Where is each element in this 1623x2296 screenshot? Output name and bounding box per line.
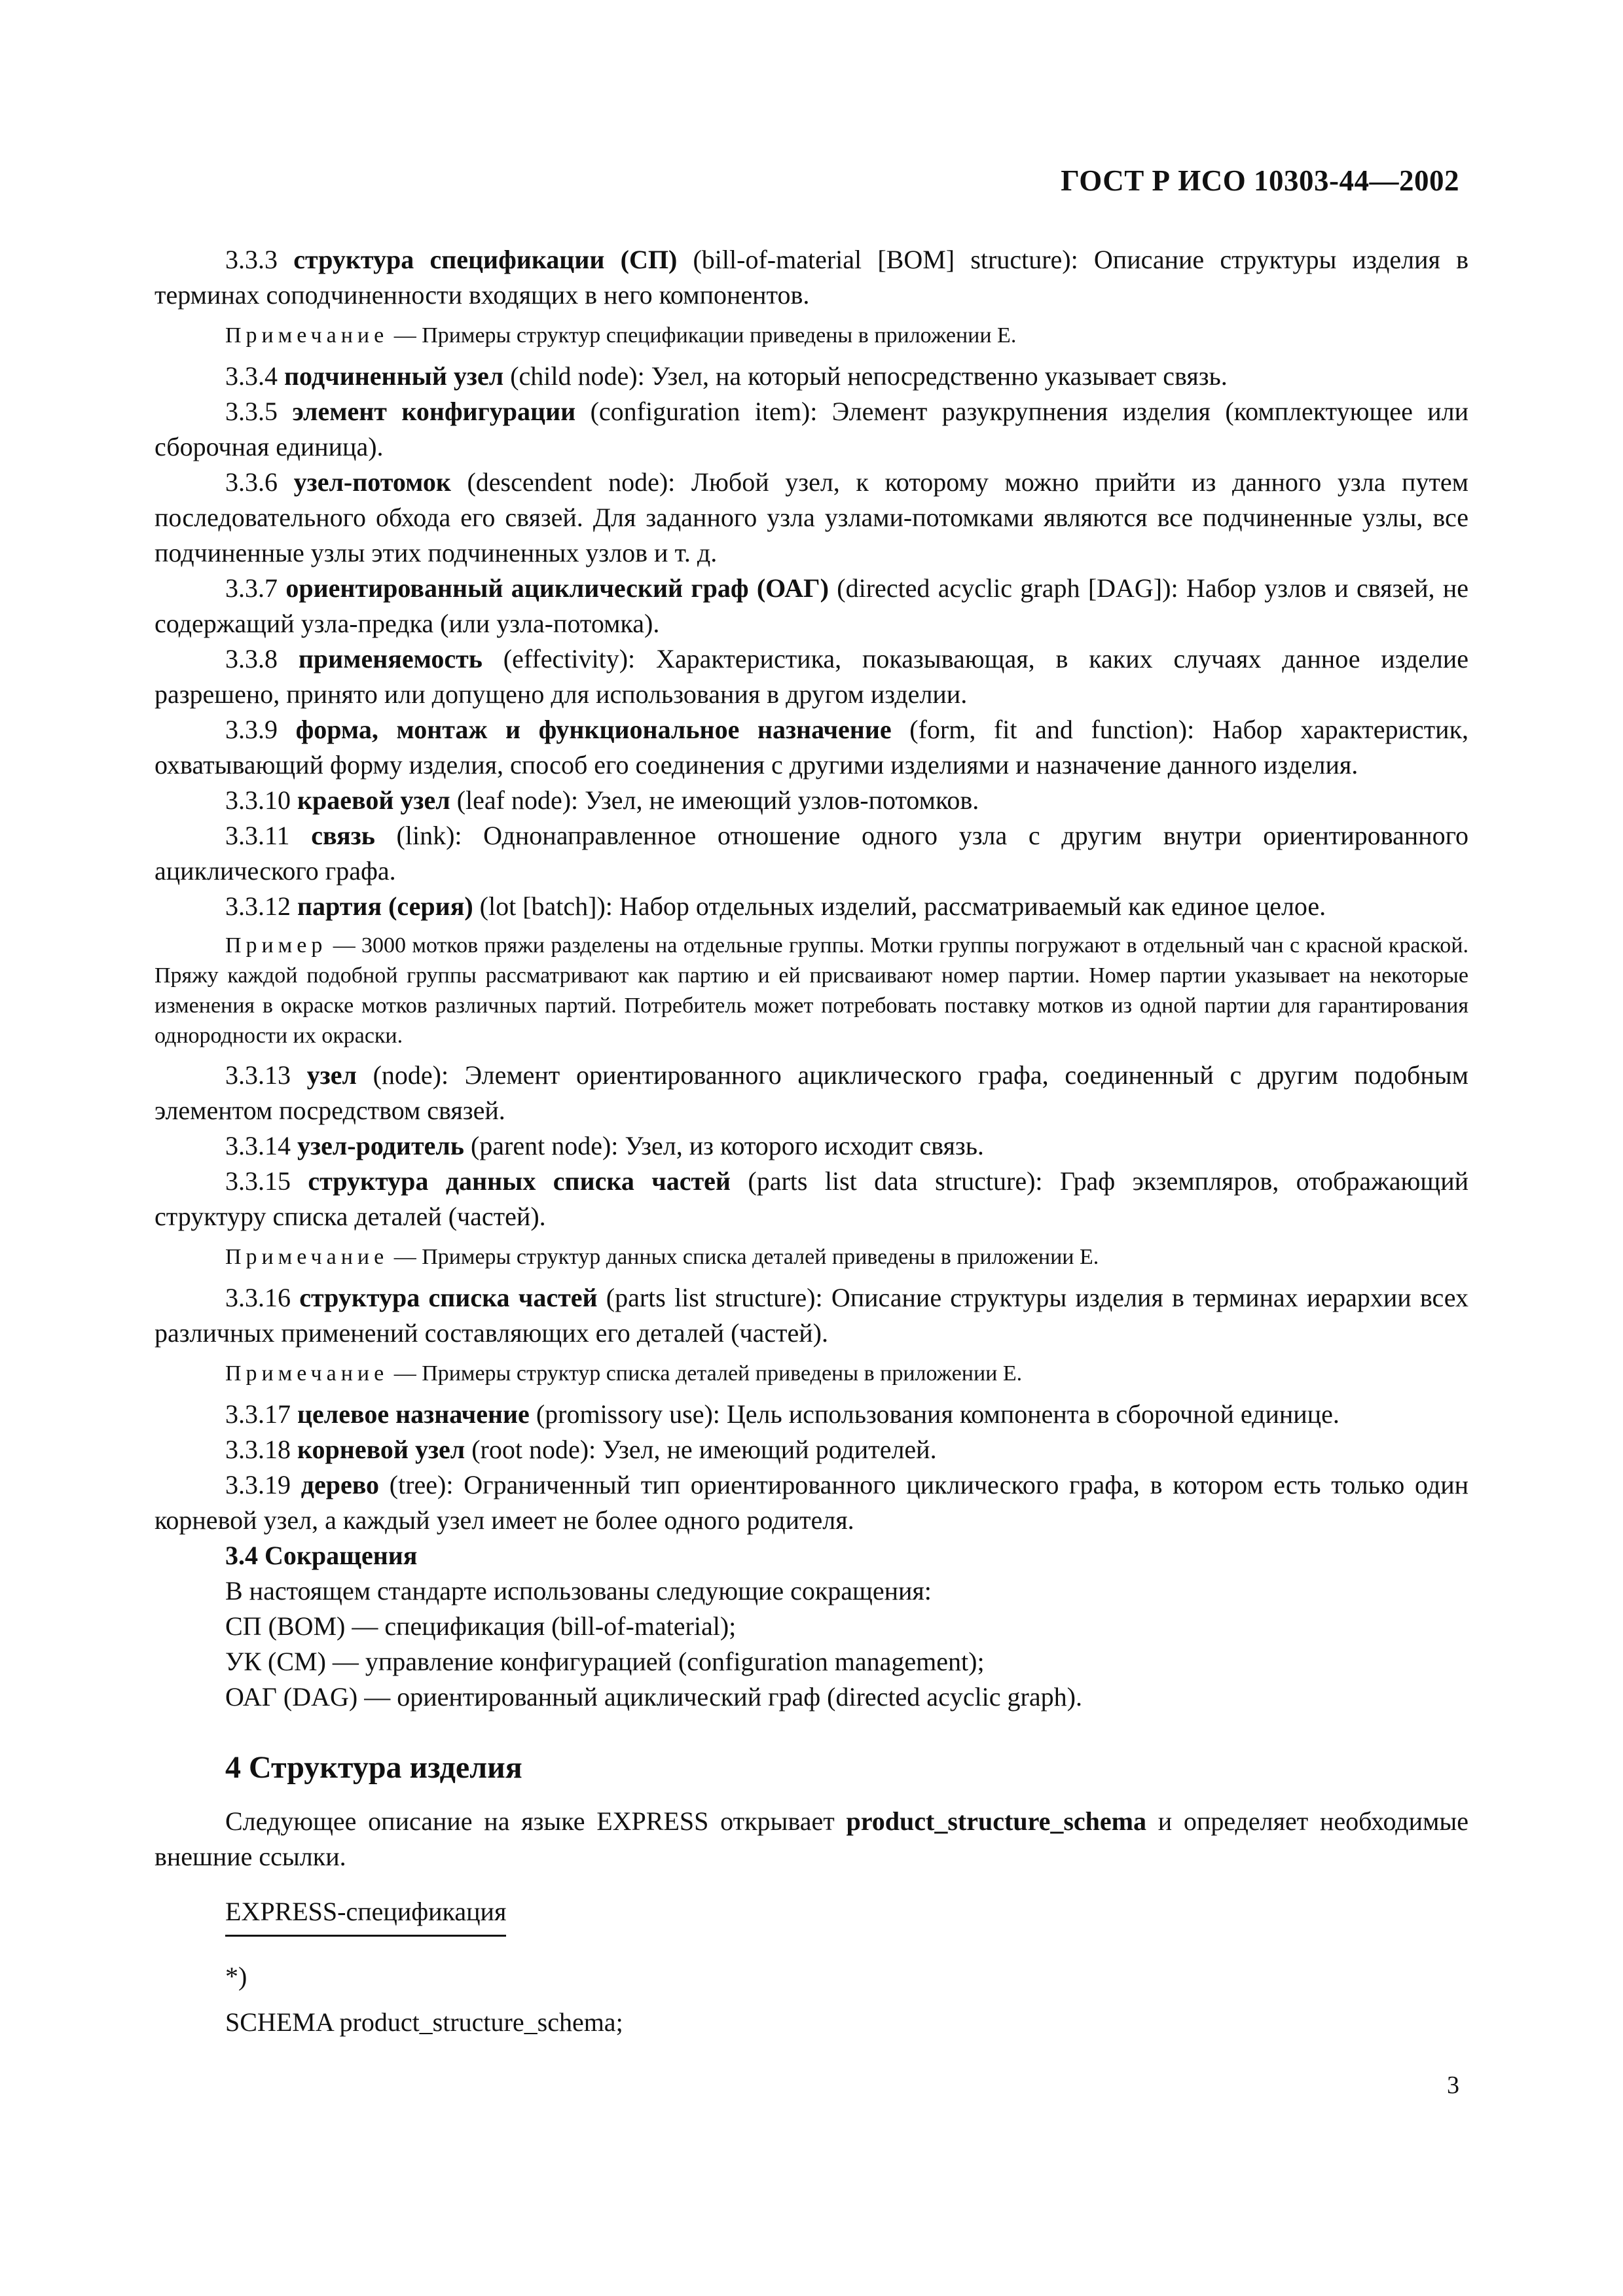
definition-3-3-7: 3.3.7 ориентированный ациклический граф (ОАГ) (directed acyclic graph [DAG]): Набор узлов и связей, не содержащий узла-предка (или узла-потомка). [155, 573, 1469, 638]
example: Пример — 3000 мотков пряжи разделены на отдельные группы. Мотки группы погружают в отдельный чан с красной краской. Пряжу каждой подобной группы рассматривают как партию и ей присваивают номер партии. Номер партии указывает на некоторые изменения в окраске мотков различных партий. Потребитель может потребовать поставку мотков из одной партии для гарантирования однородности их окраски. [155, 933, 1468, 1048]
abbreviations-heading: 3.4 Сокращения [225, 1541, 418, 1570]
note: Примечание — Примеры структур спецификации приведены в приложении Е. [225, 323, 1017, 348]
definition-3-3-13: 3.3.13 узел (node): Элемент ориентированного ациклического графа, соединенный с другим подобным элементом посредством связей. [155, 1060, 1468, 1125]
definition-3-3-16: 3.3.16 структура списка частей (parts list structure): Описание структуры изделия в терминах иерархии всех различных применений составляющих его деталей (частей). [155, 1283, 1468, 1348]
section-heading: 4 Структура изделия [225, 1750, 522, 1785]
definition-3-3-9: 3.3.9 форма, монтаж и функциональное назначение (form, fit and function): Набор характеристик, охватывающий форму изделия, способ его соединения с другими изделиями и назначение данного изделия. [155, 715, 1469, 780]
section-paragraph: Следующее описание на языке EXPRESS открывает product_structure_schema и определяет необходимые внешние ссылки. [155, 1806, 1469, 1871]
definition-3-3-12: 3.3.12 партия (серия) (lot [batch]): Набор отдельных изделий, рассматриваемый как единое целое. [225, 891, 1326, 921]
definition-3-3-14: 3.3.14 узел-родитель (parent node): Узел, из которого исходит связь. [225, 1131, 984, 1160]
definition-3-3-4: 3.3.4 подчиненный узел (child node): Узел, на который непосредственно указывает связь. [225, 361, 1228, 391]
definition-3-3-10: 3.3.10 краевой узел (leaf node): Узел, не имеющий узлов-потомков. [225, 785, 979, 815]
definition-3-3-3: 3.3.3 структура спецификации (СП) (bill-of-material [BOM] structure): Описание структуры изделия в терминах соподчиненности входящих в него компонентов. [155, 245, 1468, 310]
page-number: 3 [1447, 2072, 1459, 2099]
abbreviation-item: ОАГ (DAG) — ориентированный ациклический граф (directed acyclic graph). [225, 1682, 1082, 1712]
express-line: SCHEMA product_structure_schema; [225, 2007, 623, 2037]
definition-3-3-8: 3.3.8 применяемость (effectivity): Характеристика, показывающая, в каких случаях данное изделие разрешено, принято или допущено для использования в другом изделии. [155, 644, 1469, 709]
abbreviations-intro: В настоящем стандарте использованы следующие сокращения: [225, 1576, 932, 1605]
abbreviation-item: УК (CM) — управление конфигурацией (configuration management); [225, 1647, 985, 1676]
note: Примечание — Примеры структур данных списка деталей приведены в приложении Е. [225, 1245, 1099, 1269]
definition-3-3-18: 3.3.18 корневой узел (root node): Узел, не имеющий родителей. [225, 1435, 937, 1464]
definition-3-3-15: 3.3.15 структура данных списка частей (parts list data structure): Граф экземпляров, отображающий структуру списка деталей (частей). [155, 1166, 1469, 1231]
express-line: *) [225, 1962, 247, 1991]
express-spec-label: EXPRESS-спецификация [225, 1894, 506, 1937]
page-content [155, 242, 1468, 2040]
definition-3-3-19: 3.3.19 дерево (tree): Ограниченный тип ориентированного циклического графа, в котором есть только один корневой узел, а каждый узел имеет не более одного родителя. [155, 1470, 1469, 1535]
definition-3-3-11: 3.3.11 связь (link): Однонаправленное отношение одного узла с другим внутри ориентированного ациклического графа. [155, 821, 1469, 886]
definition-3-3-6: 3.3.6 узел-потомок (descendent node): Любой узел, к которому можно прийти из данного узла путем последовательного обхода его связей. Для заданного узла узлами-потомками являются все подчиненные узлы, все подчиненные узлы этих подчиненных узлов и т. д. [155, 467, 1468, 567]
abbreviation-item: СП (BOM) — спецификация (bill-of-material); [225, 1611, 737, 1641]
definition-3-3-17: 3.3.17 целевое назначение (promissory use): Цель использования компонента в сборочной единице. [225, 1399, 1340, 1429]
document-id-header: ГОСТ Р ИСО 10303-44—2002 [1061, 164, 1459, 197]
note: Примечание — Примеры структур списка деталей приведены в приложении Е. [225, 1361, 1023, 1386]
definition-3-3-5: 3.3.5 элемент конфигурации (configuration item): Элемент разукрупнения изделия (комплектующее или сборочная единица). [155, 397, 1469, 461]
